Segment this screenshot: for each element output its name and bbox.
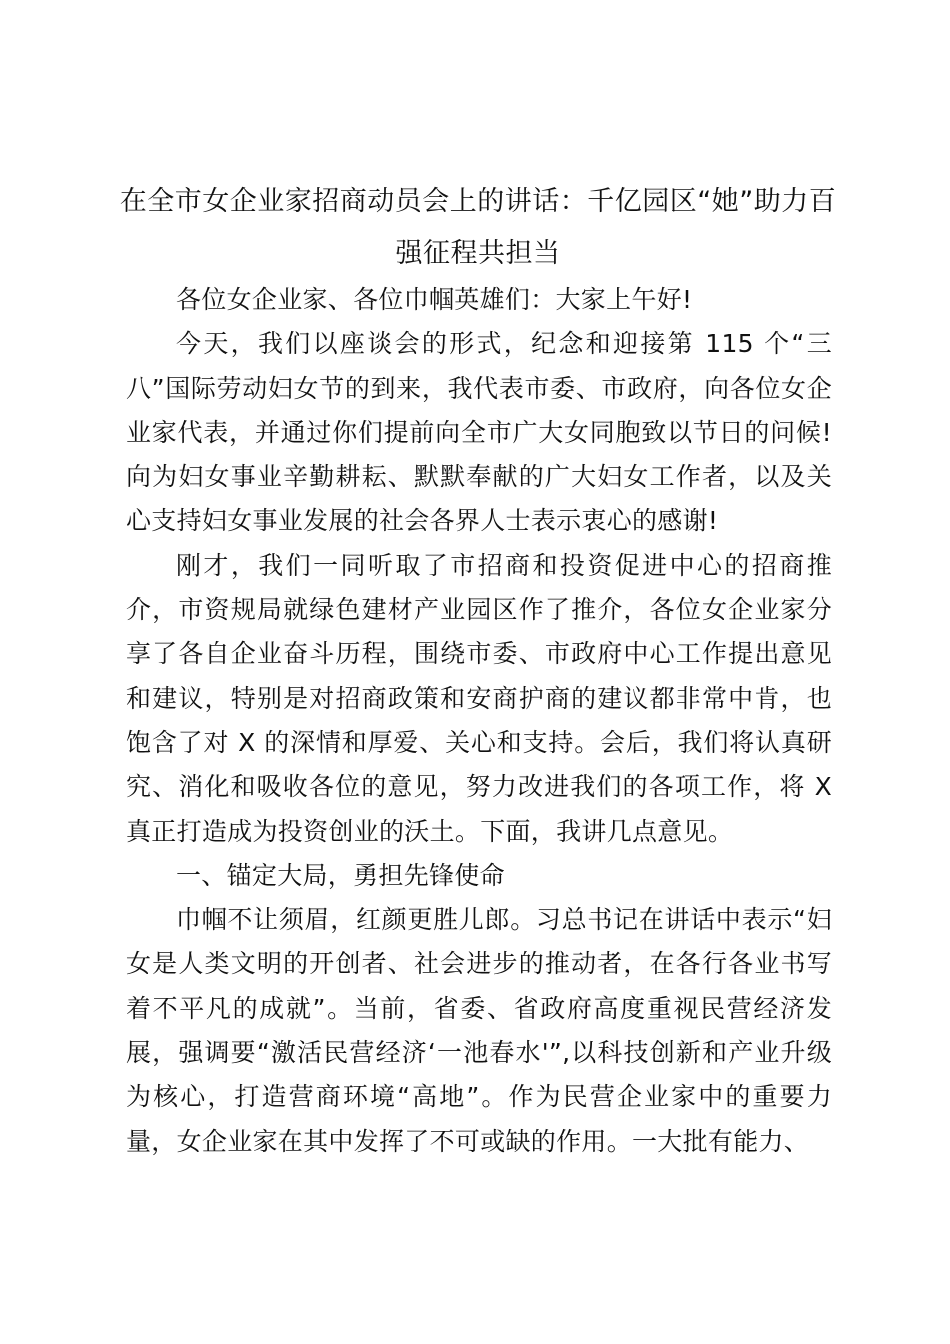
greeting-paragraph: 各位女企业家、各位巾帼英雄们：大家上午好! xyxy=(176,285,693,314)
section-heading: 一、锚定大局，勇担先锋使命 xyxy=(176,860,505,890)
body-paragraph: 巾帼不让须眉，红颜更胜儿郎。习总书记在讲话中表示“妇女是人类文明的开创者、社会进步的推动者，在各行各业书写着不平凡的成就”。当前，省委、省政府高度重视民营经济发展，强调要“激活民营经济‘一池春水'”,以科技创新和产业升级为核心，打造营商环境“高地”。作为民营企业家中的重要力量，女企业家在其中发挥了不可或缺的作用。一大批有能力、 xyxy=(126,905,832,1156)
body-paragraph: 刚才，我们一同听取了市招商和投资促进中心的招商推介，市资规局就绿色建材产业园区作了推介，各位女企业家分享了各自企业奋斗历程，围绕市委、市政府中心工作提出意见和建议，特别是对招商政策和安商护商的建议都非常中肯，也饱含了对 X 的深情和厚爱、关心和支持。会后，我们将认真研究、消化和吸收各位的意见，努力改进我们的各项工作，将 X 真正打造成为投资创业的沃土。下面，我讲几点意见。 xyxy=(126,550,832,846)
document-title: 在全市女企业家招商动员会上的讲话：千亿园区“她”助力百强征程共担当 xyxy=(119,186,837,269)
document-body xyxy=(126,278,832,1164)
body-paragraph: 今天，我们以座谈会的形式，纪念和迎接第 115 个“三八”国际劳动妇女节的到来，我代表市委、市政府，向各位女企业家代表，并通过你们提前向全市广大女同胞致以节日的问候!向为妇女事业辛勤耕耘、默默奉献的广大妇女工作者，以及关心支持妇女事业发展的社会各界人士表示衷心的感谢! xyxy=(126,329,832,536)
